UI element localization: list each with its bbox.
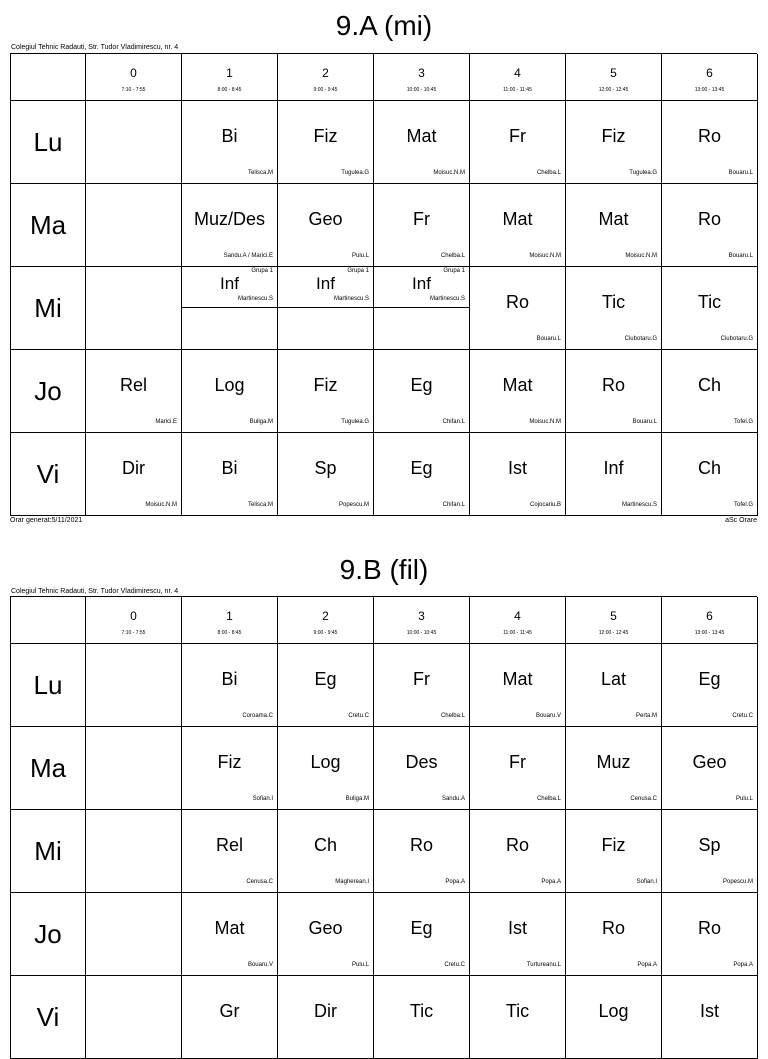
lesson-cell: Mat Bouaru.V xyxy=(470,644,566,727)
day-label: Lu xyxy=(33,669,63,700)
day-label-cell xyxy=(11,184,86,267)
lesson-cell: Ro Bouaru.L xyxy=(566,350,662,433)
software-credit: aSc Orare xyxy=(725,517,757,524)
lesson-cell xyxy=(86,644,182,727)
period-header: 1 8:00 - 8:45 xyxy=(182,54,278,101)
lesson-cell: Ro Bouaru.L xyxy=(662,184,758,267)
lesson-cell: Fiz Sofian.I xyxy=(182,727,278,810)
timetable-title: 9.A (mi) xyxy=(335,10,433,41)
period-header: 2 9:00 - 9:45 xyxy=(278,54,374,101)
timetable-grid xyxy=(10,596,757,1059)
lesson-cell: Mat Moisuc.N.M xyxy=(470,184,566,267)
day-label-cell xyxy=(11,433,86,516)
lesson-cell: Log Buliga.M xyxy=(182,350,278,433)
lesson-cell: Fr Chelba.L xyxy=(470,727,566,810)
group-half: Grupa 1 Inf Martinescu.S xyxy=(374,267,469,308)
lesson-cell: Eg Cretu.C xyxy=(278,644,374,727)
lesson-cell: Muz Cenusa.C xyxy=(566,727,662,810)
lesson-cell xyxy=(86,810,182,893)
lesson-cell: Mat Moisuc.N.M xyxy=(374,101,470,184)
lesson-cell: Mat Bouaru.V xyxy=(182,893,278,976)
lesson-cell: Lat Perta.M xyxy=(566,644,662,727)
lesson-cell: Muz/Des Sandu.A / Marici.E xyxy=(182,184,278,267)
lesson-cell: Ro Bouaru.L xyxy=(662,101,758,184)
day-label: Jo xyxy=(34,375,62,406)
period-header: 6 13:00 - 13:45 xyxy=(662,54,758,101)
period-header: 5 12:00 - 12:45 xyxy=(566,597,662,644)
day-label: Vi xyxy=(36,458,60,489)
lesson-cell: Tic xyxy=(470,976,566,1059)
lesson-cell: Inf Martinescu.S xyxy=(566,433,662,516)
day-label-cell xyxy=(11,810,86,893)
lesson-cell: Ist xyxy=(662,976,758,1059)
day-label: Jo xyxy=(34,918,62,949)
lesson-cell: Fiz Tugulea.G xyxy=(278,101,374,184)
lesson-cell: Ch Tofel.G xyxy=(662,350,758,433)
lesson-cell xyxy=(86,727,182,810)
day-label-cell xyxy=(11,727,86,810)
group-half: Grupa 1 Inf Martinescu.S xyxy=(182,267,277,308)
day-label-cell xyxy=(11,644,86,727)
day-label-cell xyxy=(11,101,86,184)
lesson-cell: Eg Chifan.L xyxy=(374,350,470,433)
generated-date: Orar generat:5/11/2021 xyxy=(10,517,83,524)
lesson-cell: Ch Tofel.G xyxy=(662,433,758,516)
day-label: Mi xyxy=(34,835,62,866)
lesson-cell: Fiz Sofian.I xyxy=(566,810,662,893)
school-name: Colegiul Tehnic Radauti, Str. Tudor Vladimirescu, nr. 4 xyxy=(11,588,179,595)
lesson-cell: Tic Ciubotaru.G xyxy=(566,267,662,350)
lesson-cell: Bi Coroama.C xyxy=(182,644,278,727)
lesson-cell: Ro Popa.A xyxy=(470,810,566,893)
corner-cell xyxy=(11,54,86,101)
day-label: Vi xyxy=(36,1001,60,1032)
lesson-cell xyxy=(86,184,182,267)
lesson-cell xyxy=(86,267,182,350)
lesson-cell: Mat Moisuc.N.M xyxy=(566,184,662,267)
split-lesson-cell xyxy=(278,267,374,350)
lesson-cell: Log xyxy=(566,976,662,1059)
lesson-cell: Ist Turtureanu.L xyxy=(470,893,566,976)
period-header: 4 11:00 - 11:45 xyxy=(470,597,566,644)
lesson-cell xyxy=(86,893,182,976)
lesson-cell: Rel Marici.E xyxy=(86,350,182,433)
period-header: 3 10:00 - 10:45 xyxy=(374,54,470,101)
lesson-cell: Fr Chelba.L xyxy=(374,184,470,267)
period-header: 0 7:10 - 7:55 xyxy=(86,54,182,101)
lesson-cell: Bi Telisca.M xyxy=(182,101,278,184)
lesson-cell: Sp Popescu.M xyxy=(662,810,758,893)
lesson-cell: Tic Ciubotaru.G xyxy=(662,267,758,350)
period-header: 4 11:00 - 11:45 xyxy=(470,54,566,101)
lesson-cell: Log Buliga.M xyxy=(278,727,374,810)
lesson-cell: Geo Pulu.L xyxy=(278,893,374,976)
lesson-cell: Bi Telisca.M xyxy=(182,433,278,516)
lesson-cell xyxy=(86,101,182,184)
lesson-cell: Rel Cenusa.C xyxy=(182,810,278,893)
lesson-cell: Mat Moisuc.N.M xyxy=(470,350,566,433)
period-header: 3 10:00 - 10:45 xyxy=(374,597,470,644)
lesson-cell: Dir Moisuc.N.M xyxy=(86,433,182,516)
split-lesson-cell xyxy=(374,267,470,350)
timetable-title: 9.B (fil) xyxy=(339,554,429,585)
lesson-cell: Ro Bouaru.L xyxy=(470,267,566,350)
period-header: 1 8:00 - 8:45 xyxy=(182,597,278,644)
day-label: Lu xyxy=(33,126,63,157)
period-header: 5 12:00 - 12:45 xyxy=(566,54,662,101)
day-label: Mi xyxy=(34,292,62,323)
lesson-cell: Fiz Tugulea.G xyxy=(278,350,374,433)
lesson-cell: Dir xyxy=(278,976,374,1059)
period-header: 2 9:00 - 9:45 xyxy=(278,597,374,644)
timetable-grid xyxy=(10,53,757,516)
lesson-cell: Eg Cretu.C xyxy=(662,644,758,727)
lesson-cell: Des Sandu.A xyxy=(374,727,470,810)
day-label-cell xyxy=(11,893,86,976)
lesson-cell: Eg Chifan.L xyxy=(374,433,470,516)
lesson-cell: Ro Popa.A xyxy=(566,893,662,976)
period-header: 6 13:00 - 13:45 xyxy=(662,597,758,644)
day-label-cell xyxy=(11,976,86,1059)
period-header: 0 7:10 - 7:55 xyxy=(86,597,182,644)
lesson-cell: Gr xyxy=(182,976,278,1059)
lesson-cell: Geo Pulu.L xyxy=(278,184,374,267)
lesson-cell: Fr Chelba.L xyxy=(470,101,566,184)
lesson-cell: Geo Pulu.L xyxy=(662,727,758,810)
day-label: Ma xyxy=(29,752,67,783)
lesson-cell: Ist Cojocariu.B xyxy=(470,433,566,516)
lesson-cell xyxy=(86,976,182,1059)
day-label-cell xyxy=(11,267,86,350)
lesson-cell: Eg Cretu.C xyxy=(374,893,470,976)
lesson-cell: Ch Magherean.I xyxy=(278,810,374,893)
group-half: Grupa 1 Inf Martinescu.S xyxy=(278,267,373,308)
day-label-cell xyxy=(11,350,86,433)
lesson-cell: Fiz Tugulea.G xyxy=(566,101,662,184)
school-name: Colegiul Tehnic Radauti, Str. Tudor Vladimirescu, nr. 4 xyxy=(11,44,179,51)
lesson-cell: Ro Popa.A xyxy=(662,893,758,976)
lesson-cell: Tic xyxy=(374,976,470,1059)
day-label: Ma xyxy=(29,209,67,240)
corner-cell xyxy=(11,597,86,644)
lesson-cell: Ro Popa.A xyxy=(374,810,470,893)
lesson-cell: Fr Chelba.L xyxy=(374,644,470,727)
split-lesson-cell xyxy=(182,267,278,350)
lesson-cell: Sp Popescu.M xyxy=(278,433,374,516)
